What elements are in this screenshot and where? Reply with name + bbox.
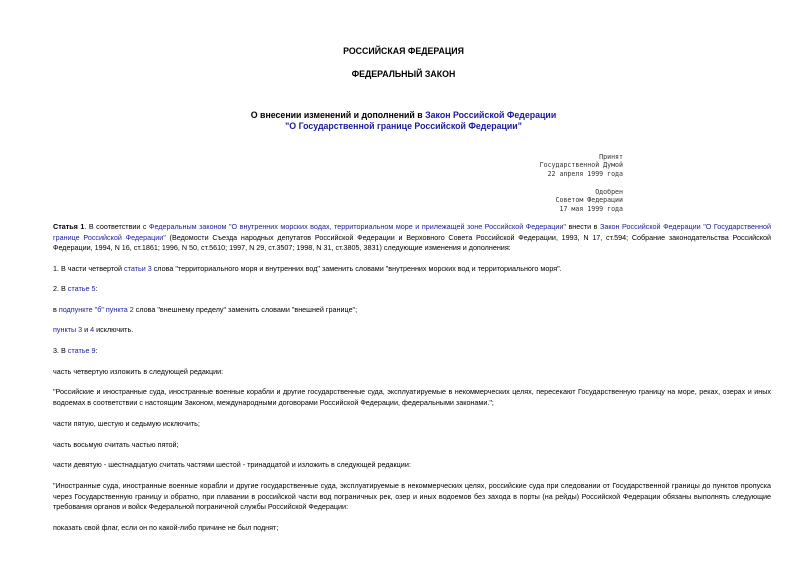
article-1-text-2: внести в: [565, 222, 600, 231]
item-3e-paragraph: части девятую - шестнадцатую считать частями шестой - тринадцатой и изложить в следующей редакции:: [53, 460, 411, 469]
item-2b-link-point-3[interactable]: пункты 3: [53, 325, 83, 334]
item-2a-paragraph: [53, 305, 771, 316]
item-2-paragraph: [53, 284, 771, 295]
item-3-text-b: :: [95, 346, 98, 355]
item-1-text-a: 1. В части четвертой: [53, 264, 125, 273]
approval-line-2: Советом Федерации: [555, 196, 623, 205]
article-1-paragraph: [53, 222, 771, 254]
item-2a-link-point-2[interactable]: пункта 2: [105, 305, 134, 314]
item-3d-paragraph: часть восьмую считать частью пятой;: [53, 440, 179, 449]
document-title: [0, 110, 807, 132]
item-2b-paragraph: [53, 325, 771, 336]
item-1-link-article-3[interactable]: статьи 3: [124, 264, 152, 273]
item-3a-paragraph: часть четвертую изложить в следующей редакции:: [53, 367, 224, 376]
item-3b-paragraph: "Российские и иностранные суда, иностранные военные корабли и другие государственные суда, эксплуатируемые в некоммерческих целях, пересекают Государственную границу на море, реках, озерах и иных водоемах в соответствии с настоящим Законом, международными договорами Российской Федерации, федеральными законами.";: [53, 387, 771, 407]
item-2a-text-a: в: [53, 305, 59, 314]
item-2a-link-subpoint-b[interactable]: подпункте "б": [58, 305, 104, 314]
adoption-block: [540, 153, 623, 178]
article-1-link-federal-law[interactable]: Федеральным законом "О внутренних морских водах, территориальном море и прилежащей зоне Российской Федерации": [149, 222, 566, 231]
item-2a-text-c: слова "внешнему пределу" заменить словами "внешней границе";: [133, 305, 358, 314]
adoption-line-3: 22 апреля 1999 года: [547, 169, 623, 178]
article-1-link-border-law[interactable]: Закон Российской Федерации "О Государственной границе Российской Федерации": [53, 222, 771, 242]
approval-block: [556, 188, 624, 213]
title-law-link[interactable]: Закон Российской Федерации: [425, 110, 557, 120]
title-line-1: [0, 110, 807, 121]
item-2-text-a: 2. В: [53, 284, 68, 293]
document-type-heading: ФЕДЕРАЛЬНЫЙ ЗАКОН: [351, 69, 456, 79]
item-3c-paragraph: части пятую, шестую и седьмую исключить;: [53, 419, 200, 428]
approval-line-3: 17 мая 1999 года: [559, 204, 623, 213]
item-2b-text-b: исключить.: [94, 325, 134, 334]
title-law-name-link[interactable]: "О Государственной границе Российской Федерации": [285, 121, 522, 131]
adoption-line-2: Государственной Думой: [539, 161, 623, 170]
item-3f-paragraph: "Иностранные суда, иностранные военные корабли и другие государственные суда, эксплуатируемые в некоммерческих целях, российские суда при следовании от Государственной границы до пунктов пропуска через Государственную границу и обратно, при плавании в российской части вод пограничных рек, озер и иных водоемов без захода в порты (на рейды) Российской Федерации обязаны выполнять следующие требования органов и войск Федеральной пограничной службы Российской Федерации:: [53, 481, 771, 511]
article-1-label: Статья 1: [53, 222, 85, 231]
item-2b-link-point-4[interactable]: 4: [90, 325, 95, 334]
item-3g-paragraph: показать свой флаг, если он по какой-либо причине не был поднят;: [53, 523, 279, 532]
item-2-link-article-5[interactable]: статье 5: [67, 284, 96, 293]
country-heading: РОССИЙСКАЯ ФЕДЕРАЦИЯ: [343, 46, 464, 56]
article-1-text-3: (Ведомости Съезда народных депутатов Российской Федерации и Верховного Совета Российской Федерации, 1993, N 17, ст.594; Собрание законодательства Российской Федерации, 1994, N 16, ст.1861; 1996, N 50, ст.5610; 1997, N 29, ст.3507; 1998, N 31, ст.3805, 3831) следующие изменения и дополнения:: [53, 232, 771, 252]
adoption-line-1: Принят: [599, 153, 623, 161]
item-2b-text-a: и: [82, 325, 91, 334]
item-1-paragraph: [53, 264, 771, 275]
title-prefix: О внесении изменений и дополнений в: [250, 110, 426, 120]
item-3-paragraph: [53, 346, 771, 357]
approval-line-1: Одобрен: [595, 188, 623, 196]
article-1-text-1: . В соответствии с: [84, 222, 150, 231]
item-1-text-b: слова "территориального моря и внутренних вод" заменить словами "внутренних морских вод и территориального моря".: [151, 264, 562, 273]
item-3-link-article-9[interactable]: статье 9: [67, 346, 96, 355]
item-3-text-a: 3. В: [53, 346, 68, 355]
item-2-text-b: :: [95, 284, 98, 293]
